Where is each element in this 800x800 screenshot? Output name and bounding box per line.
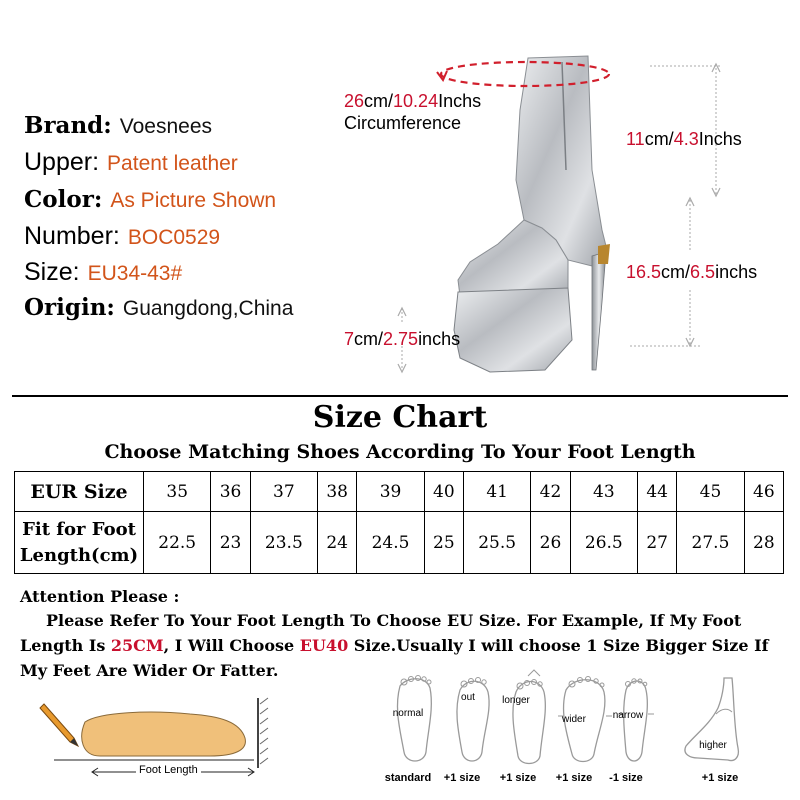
attention-line-2: Length Is 25CM, I Will Choose EU40 Size.Usually I will choose 1 Size Bigger Size If [20, 636, 769, 655]
eur-size-cell: 44 [638, 472, 677, 512]
size-chart-title: Size Chart [312, 400, 488, 435]
eur-size-cell: 40 [424, 472, 463, 512]
foot-length-cell: 24.5 [357, 512, 424, 574]
spec-label: Upper: [24, 148, 100, 176]
shaft-measure: 11cm/4.3Inchs [626, 129, 742, 149]
wall-hatch [260, 698, 268, 764]
attention-line-3: My Feet Are Wider Or Fatter. [20, 661, 279, 680]
platform-measure: 7cm/2.75inchs [344, 329, 461, 349]
foot-narrow-outline [624, 681, 648, 761]
foot-caption-longer: +1 size [499, 772, 537, 784]
spec-value: Patent leather [107, 152, 238, 175]
spec-label: Number: [24, 222, 120, 250]
heel-measure: 16.5cm/6.5inchs [626, 262, 758, 282]
spec-upper [24, 148, 238, 177]
spec-value: Voesnees [119, 115, 213, 138]
foot-length-cell: 23 [211, 512, 250, 574]
foot-caption-higher: +1 size [701, 772, 739, 784]
eur-size-cell: 46 [744, 472, 783, 512]
eur-size-cell: 43 [570, 472, 637, 512]
attention-line-1: Please Refer To Your Foot Length To Choose EU Size. For Example, If My Foot [46, 611, 742, 630]
example-length: 25CM [110, 636, 164, 655]
eur-size-row [15, 472, 784, 512]
eur-size-cell: 41 [463, 472, 530, 512]
eur-size-cell: 36 [211, 472, 250, 512]
foot-caption-wider: +1 size [555, 772, 593, 784]
spec-label: Brand: [24, 112, 112, 139]
foot-length-cell: 25 [424, 512, 463, 574]
foot-length-cell: 28 [744, 512, 783, 574]
foot-length-label: Foot Length [136, 764, 201, 776]
foot-length-header: Fit for Foot Length(cm) [15, 512, 144, 574]
section-divider [12, 395, 788, 397]
foot-length-cell: 27.5 [677, 512, 744, 574]
pencil-icon [40, 704, 78, 746]
foot-type-normal: normal [392, 708, 424, 719]
foot-length-row [15, 512, 784, 574]
eur-size-cell: 38 [318, 472, 357, 512]
size-chart-subtitle: Choose Matching Shoes According To Your Foot Length [104, 441, 696, 463]
foot-caption-standard: standard [384, 772, 432, 784]
spec-origin [24, 294, 293, 321]
circumference-label: Circumference [344, 113, 462, 133]
attention-heading: Attention Please : [20, 587, 180, 606]
foot-type-narrow: narrow [612, 710, 644, 721]
spec-label: Size: [24, 258, 80, 286]
foot-length-cell: 26 [531, 512, 570, 574]
eur-size-cell: 45 [677, 472, 744, 512]
foot-silhouette [82, 712, 246, 756]
spec-label: Origin: [24, 294, 115, 321]
foot-length-cell: 23.5 [250, 512, 317, 574]
boot-platform [454, 288, 572, 372]
heel-ornament [598, 244, 610, 264]
foot-longer-outline [513, 682, 545, 764]
eur-size-cell: 35 [144, 472, 211, 512]
foot-type-longer: longer [502, 695, 530, 706]
spec-color [24, 186, 276, 213]
spec-value: EU34-43# [87, 262, 183, 285]
foot-normal-outline [397, 679, 431, 761]
foot-length-cell: 22.5 [144, 512, 211, 574]
foot-caption-out: +1 size [443, 772, 481, 784]
foot-type-wider: wider [562, 714, 586, 725]
foot-length-cell: 25.5 [463, 512, 530, 574]
foot-type-out: out [461, 692, 475, 703]
circumference-measure: 26cm/10.24Inchs [344, 91, 482, 111]
eur-size-header: EUR Size [15, 472, 144, 512]
spec-value: As Picture Shown [110, 189, 277, 212]
spec-brand [24, 112, 212, 139]
eur-size-cell: 42 [531, 472, 570, 512]
eur-size-cell: 37 [250, 472, 317, 512]
foot-length-cell: 27 [638, 512, 677, 574]
foot-type-higher: higher [699, 740, 727, 751]
spec-size [24, 258, 182, 287]
eur-size-cell: 39 [357, 472, 424, 512]
spec-value: Guangdong,China [122, 297, 294, 320]
boot-heel [592, 252, 606, 370]
spec-value: BOC0529 [127, 226, 221, 249]
foot-length-cell: 26.5 [570, 512, 637, 574]
foot-caption-narrow: -1 size [609, 772, 643, 784]
spec-label: Color: [24, 186, 103, 213]
size-table [14, 471, 784, 574]
spec-number [24, 222, 220, 251]
example-size: EU40 [299, 636, 349, 655]
foot-length-cell: 24 [318, 512, 357, 574]
